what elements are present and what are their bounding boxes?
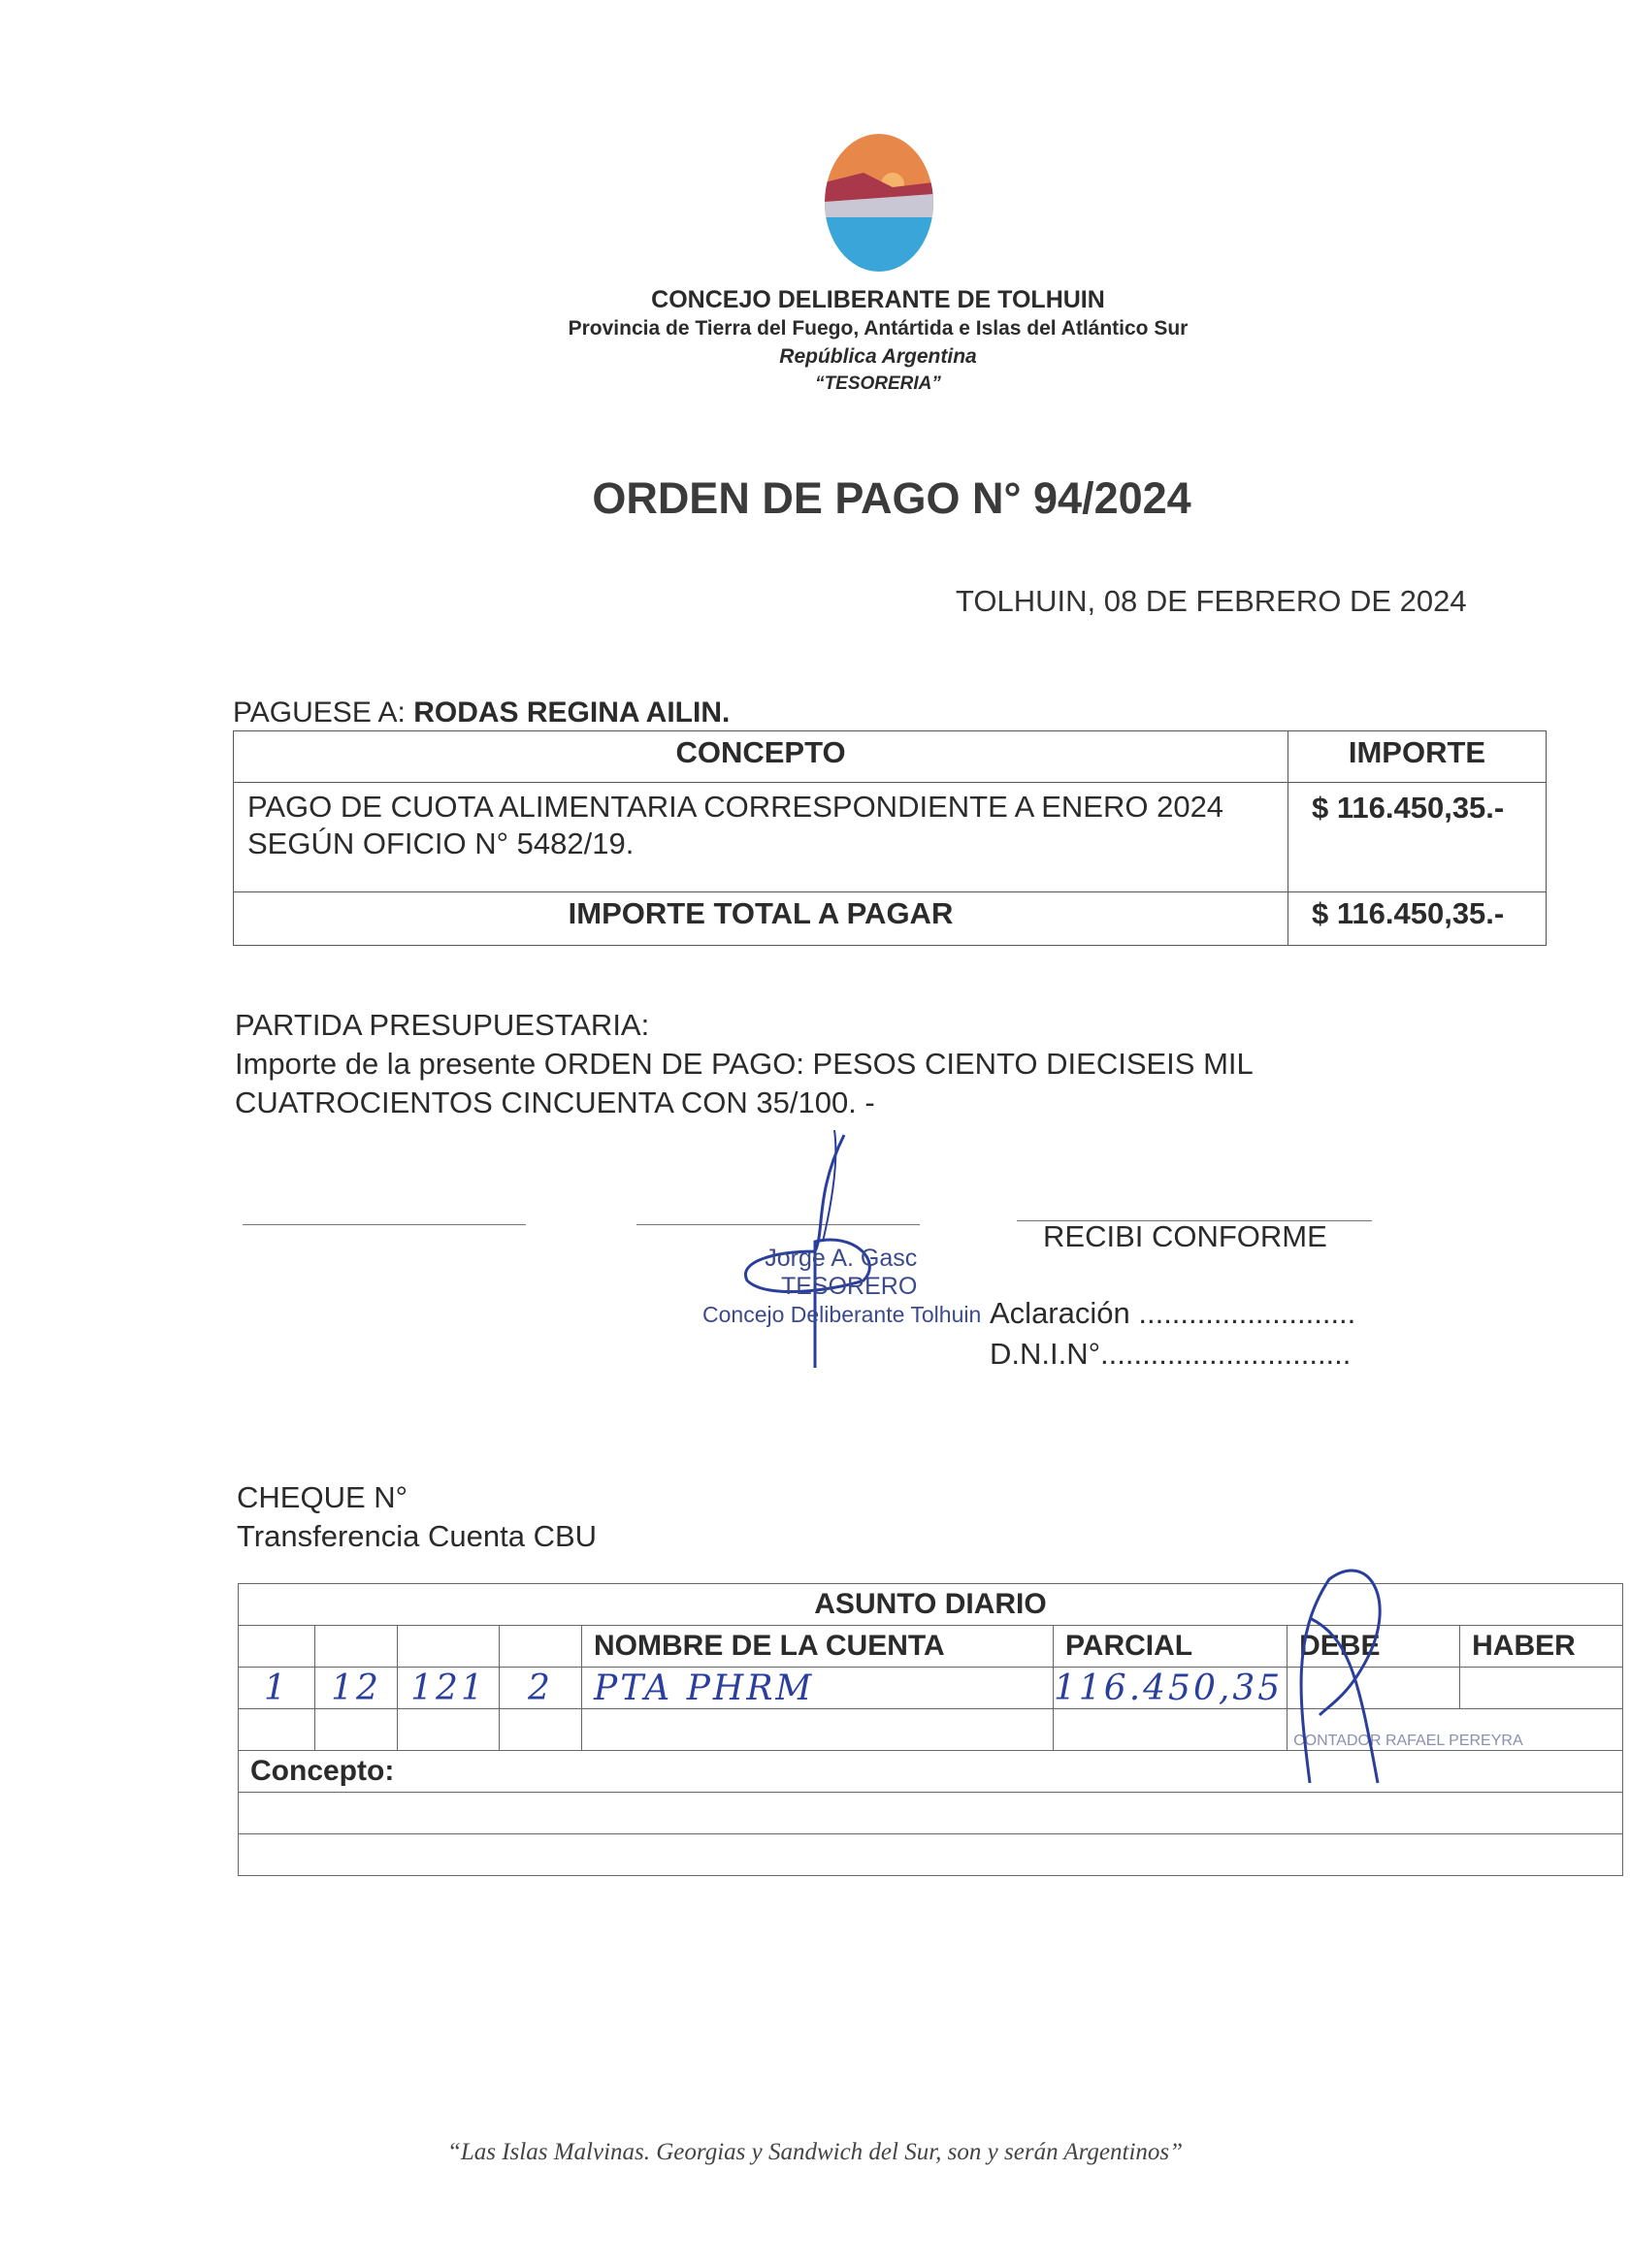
debe-header: DEBE (1288, 1626, 1460, 1668)
payee-name: RODAS REGINA AILIN. (413, 697, 731, 729)
concept-text: PAGO DE CUOTA ALIMENTARIA CORRESPONDIENTE A ENERO 2024 SEGÚN OFICIO N° 5482/19. (234, 783, 1288, 892)
stamp-org: Concejo Deliberante Tolhuin (702, 1302, 982, 1327)
receipt-fields (990, 1293, 1355, 1375)
empty-cell (398, 1709, 500, 1751)
recibi-conforme: RECIBI CONFORME (1043, 1219, 1327, 1253)
journal-haber (1460, 1668, 1623, 1709)
parcial-header: PARCIAL (1054, 1626, 1288, 1668)
partida-label: PARTIDA PRESUPUESTARIA: (235, 1008, 650, 1042)
stamp-role: TESORERO (780, 1273, 918, 1300)
transfer-label: Transferencia Cuenta CBU (237, 1519, 598, 1553)
empty-cell (500, 1709, 582, 1751)
payment-method (237, 1478, 597, 1556)
partida-text: Importe de la presente ORDEN DE PAGO: PESOS CIENTO DIECISEIS MIL CUATROCIENTOS CINCUENTA CON 35/100. - (235, 1047, 1253, 1119)
empty-cell (1054, 1709, 1288, 1751)
journal-concept-label: Concepto: (239, 1751, 1623, 1793)
journal-code-2: 12 (315, 1668, 398, 1709)
journal-title: ASUNTO DIARIO (239, 1584, 1623, 1626)
stamp-name: Jorge A. Gasc (765, 1245, 918, 1272)
journal-code-4: 2 (500, 1668, 582, 1709)
institution-name: CONCEJO DELIBERANTE DE TOLHUIN (651, 286, 1105, 313)
account-name-header: NOMBRE DE LA CUENTA (582, 1626, 1054, 1668)
payee-line (233, 697, 730, 729)
cheque-label: CHEQUE N° (237, 1480, 408, 1514)
total-label: IMPORTE TOTAL A PAGAR (234, 892, 1288, 946)
department-name: “TESORERIA” (815, 373, 941, 394)
haber-header: HABER (1460, 1626, 1623, 1668)
code-header-1 (239, 1626, 315, 1668)
treasurer-stamp (702, 1245, 981, 1329)
accountant-stamp: CONTADOR RAFAEL PEREYRA (1288, 1709, 1623, 1751)
journal-code-1: 1 (239, 1668, 315, 1709)
footer-quote: “Las Islas Malvinas. Georgias y Sandwich del Sur, son y serán Argentinos” (446, 2139, 1184, 2165)
concept-table (233, 730, 1547, 946)
country-name: República Argentina (779, 345, 977, 368)
code-header-4 (500, 1626, 582, 1668)
total-amount: $ 116.450,35.- (1288, 892, 1547, 946)
journal-account: PTA PHRM (582, 1668, 1054, 1709)
code-header-3 (398, 1626, 500, 1668)
journal-code-3: 121 (398, 1668, 500, 1709)
dni-field: D.N.I.N°.............................. (990, 1337, 1352, 1371)
document-title: ORDEN DE PAGO N° 94/2024 (592, 473, 1191, 523)
payee-label: PAGUESE A: (233, 697, 406, 729)
treasurer-signature (718, 1106, 931, 1377)
province-name: Provincia de Tierra del Fuego, Antártida e Islas del Atlántico Sur (568, 317, 1189, 340)
aclaracion-field: Aclaración .......................... (990, 1296, 1356, 1330)
concept-header: CONCEPTO (234, 731, 1288, 783)
accountant-signature (1271, 1560, 1426, 1802)
empty-cell (239, 1709, 315, 1751)
document-date: TOLHUIN, 08 DE FEBRERO DE 2024 (956, 584, 1467, 618)
signature-line-1 (243, 1224, 526, 1225)
amount-header: IMPORTE (1288, 731, 1547, 783)
concept-amount: $ 116.450,35.- (1288, 783, 1547, 892)
council-logo (825, 134, 933, 272)
partida-block (235, 1006, 1399, 1122)
journal-parcial: 116.450,35 (1054, 1668, 1288, 1709)
journal-concept-line-2 (239, 1834, 1623, 1876)
empty-cell (315, 1709, 398, 1751)
code-header-2 (315, 1626, 398, 1668)
empty-cell (582, 1709, 1054, 1751)
